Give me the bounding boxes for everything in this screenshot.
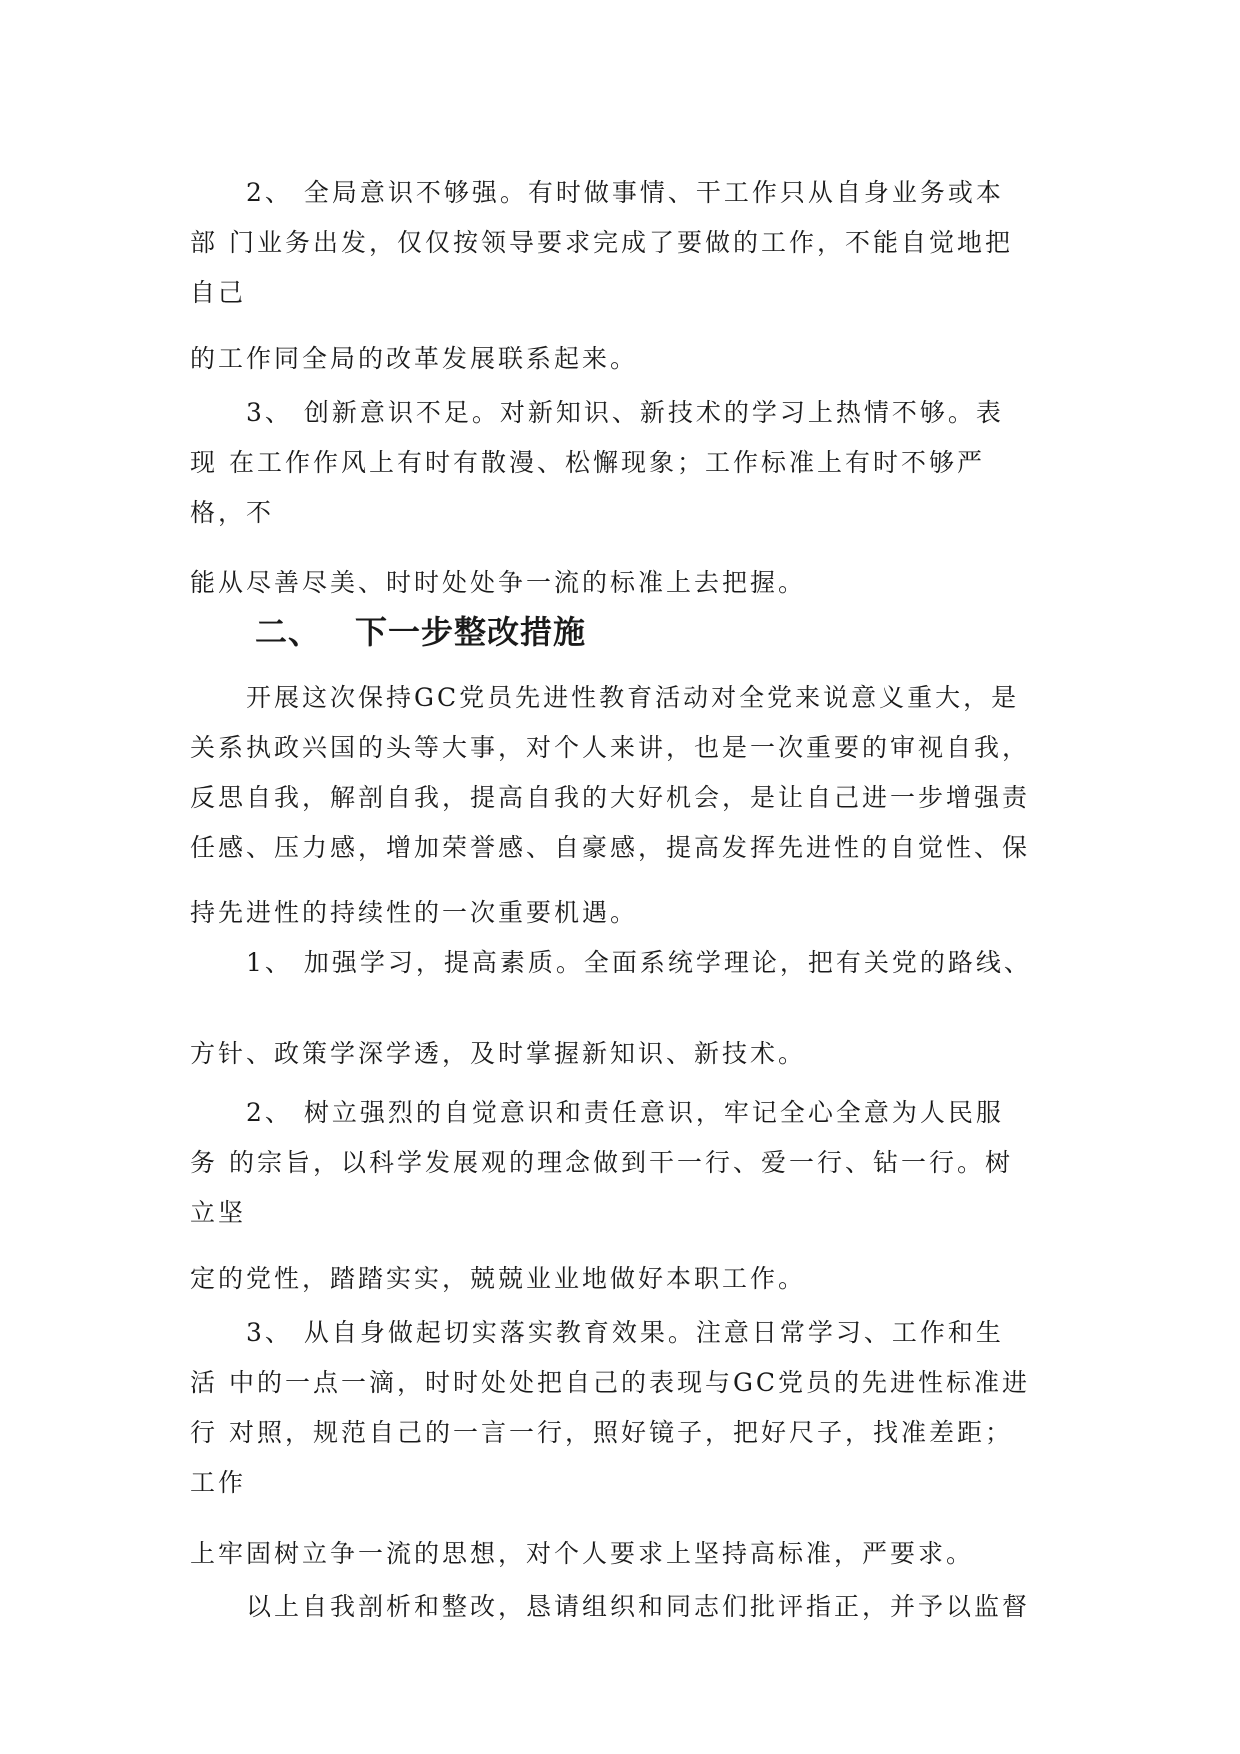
body-text-line: 立坚 [190, 1198, 247, 1227]
body-text-line: 格，不 [190, 498, 275, 527]
body-text-line: 持先进性的持续性的一次重要机遇。 [190, 898, 639, 927]
body-text-line: 任感、压力感，增加荣誉感、自豪感，提高发挥先进性的自觉性、保 [190, 833, 1031, 862]
body-text-line: 关系执政兴国的头等大事，对个人来讲，也是一次重要的审视自我， [190, 733, 1031, 762]
body-text-line: 活 中的一点一滴，时时处处把自己的表现与GC党员的先进性标准进 [190, 1368, 1031, 1397]
body-text-line: 上牢固树立争一流的思想，对个人要求上坚持高标准，严要求。 [190, 1539, 975, 1568]
body-text-line: 1、 加强学习，提高素质。全面系统学理论，把有关党的路线、 [190, 948, 1032, 977]
body-text-line: 部 门业务出发，仅仅按领导要求完成了要做的工作，不能自觉地把 [190, 228, 1013, 257]
body-text-line: 定的党性，踏踏实实，兢兢业业地做好本职工作。 [190, 1264, 807, 1293]
body-text-line: 3、 创新意识不足。对新知识、新技术的学习上热情不够。表 [190, 398, 1004, 427]
body-text-line: 2、 全局意识不够强。有时做事情、干工作只从自身业务或本 [190, 178, 1004, 207]
body-text-line: 方针、政策学深学透，及时掌握新知识、新技术。 [190, 1039, 807, 1068]
body-text-line: 行 对照，规范自己的一言一行，照好镜子，把好尺子，找准差距； [190, 1418, 1013, 1447]
body-text-line: 能从尽善尽美、时时处处争一流的标准上去把握。 [190, 568, 807, 597]
body-text-line: 自己 [190, 278, 247, 307]
body-text-line: 2、 树立强烈的自觉意识和责任意识，牢记全心全意为人民服 [190, 1098, 1004, 1127]
body-text-line: 的工作同全局的改革发展联系起来。 [190, 344, 639, 373]
section-title: 下一步整改措施 [355, 613, 587, 651]
section-heading [255, 612, 586, 652]
body-text-line: 现 在工作作风上有时有散漫、松懈现象；工作标准上有时不够严 [190, 448, 985, 477]
body-text-line: 反思自我，解剖自我，提高自我的大好机会，是让自己进一步增强责 [190, 783, 1031, 812]
body-text-line: 以上自我剖析和整改，恳请组织和同志们批评指正，并予以监督 [190, 1592, 1031, 1621]
body-text-line: 工作 [190, 1468, 247, 1497]
body-text-line: 开展这次保持GC党员先进性教育活动对全党来说意义重大，是 [190, 683, 1020, 712]
body-text-line: 3、 从自身做起切实落实教育效果。注意日常学习、工作和生 [190, 1318, 1004, 1347]
body-text-line: 务 的宗旨，以科学发展观的理念做到干一行、爱一行、钻一行。树 [190, 1148, 1013, 1177]
section-number: 二、 [255, 613, 322, 651]
